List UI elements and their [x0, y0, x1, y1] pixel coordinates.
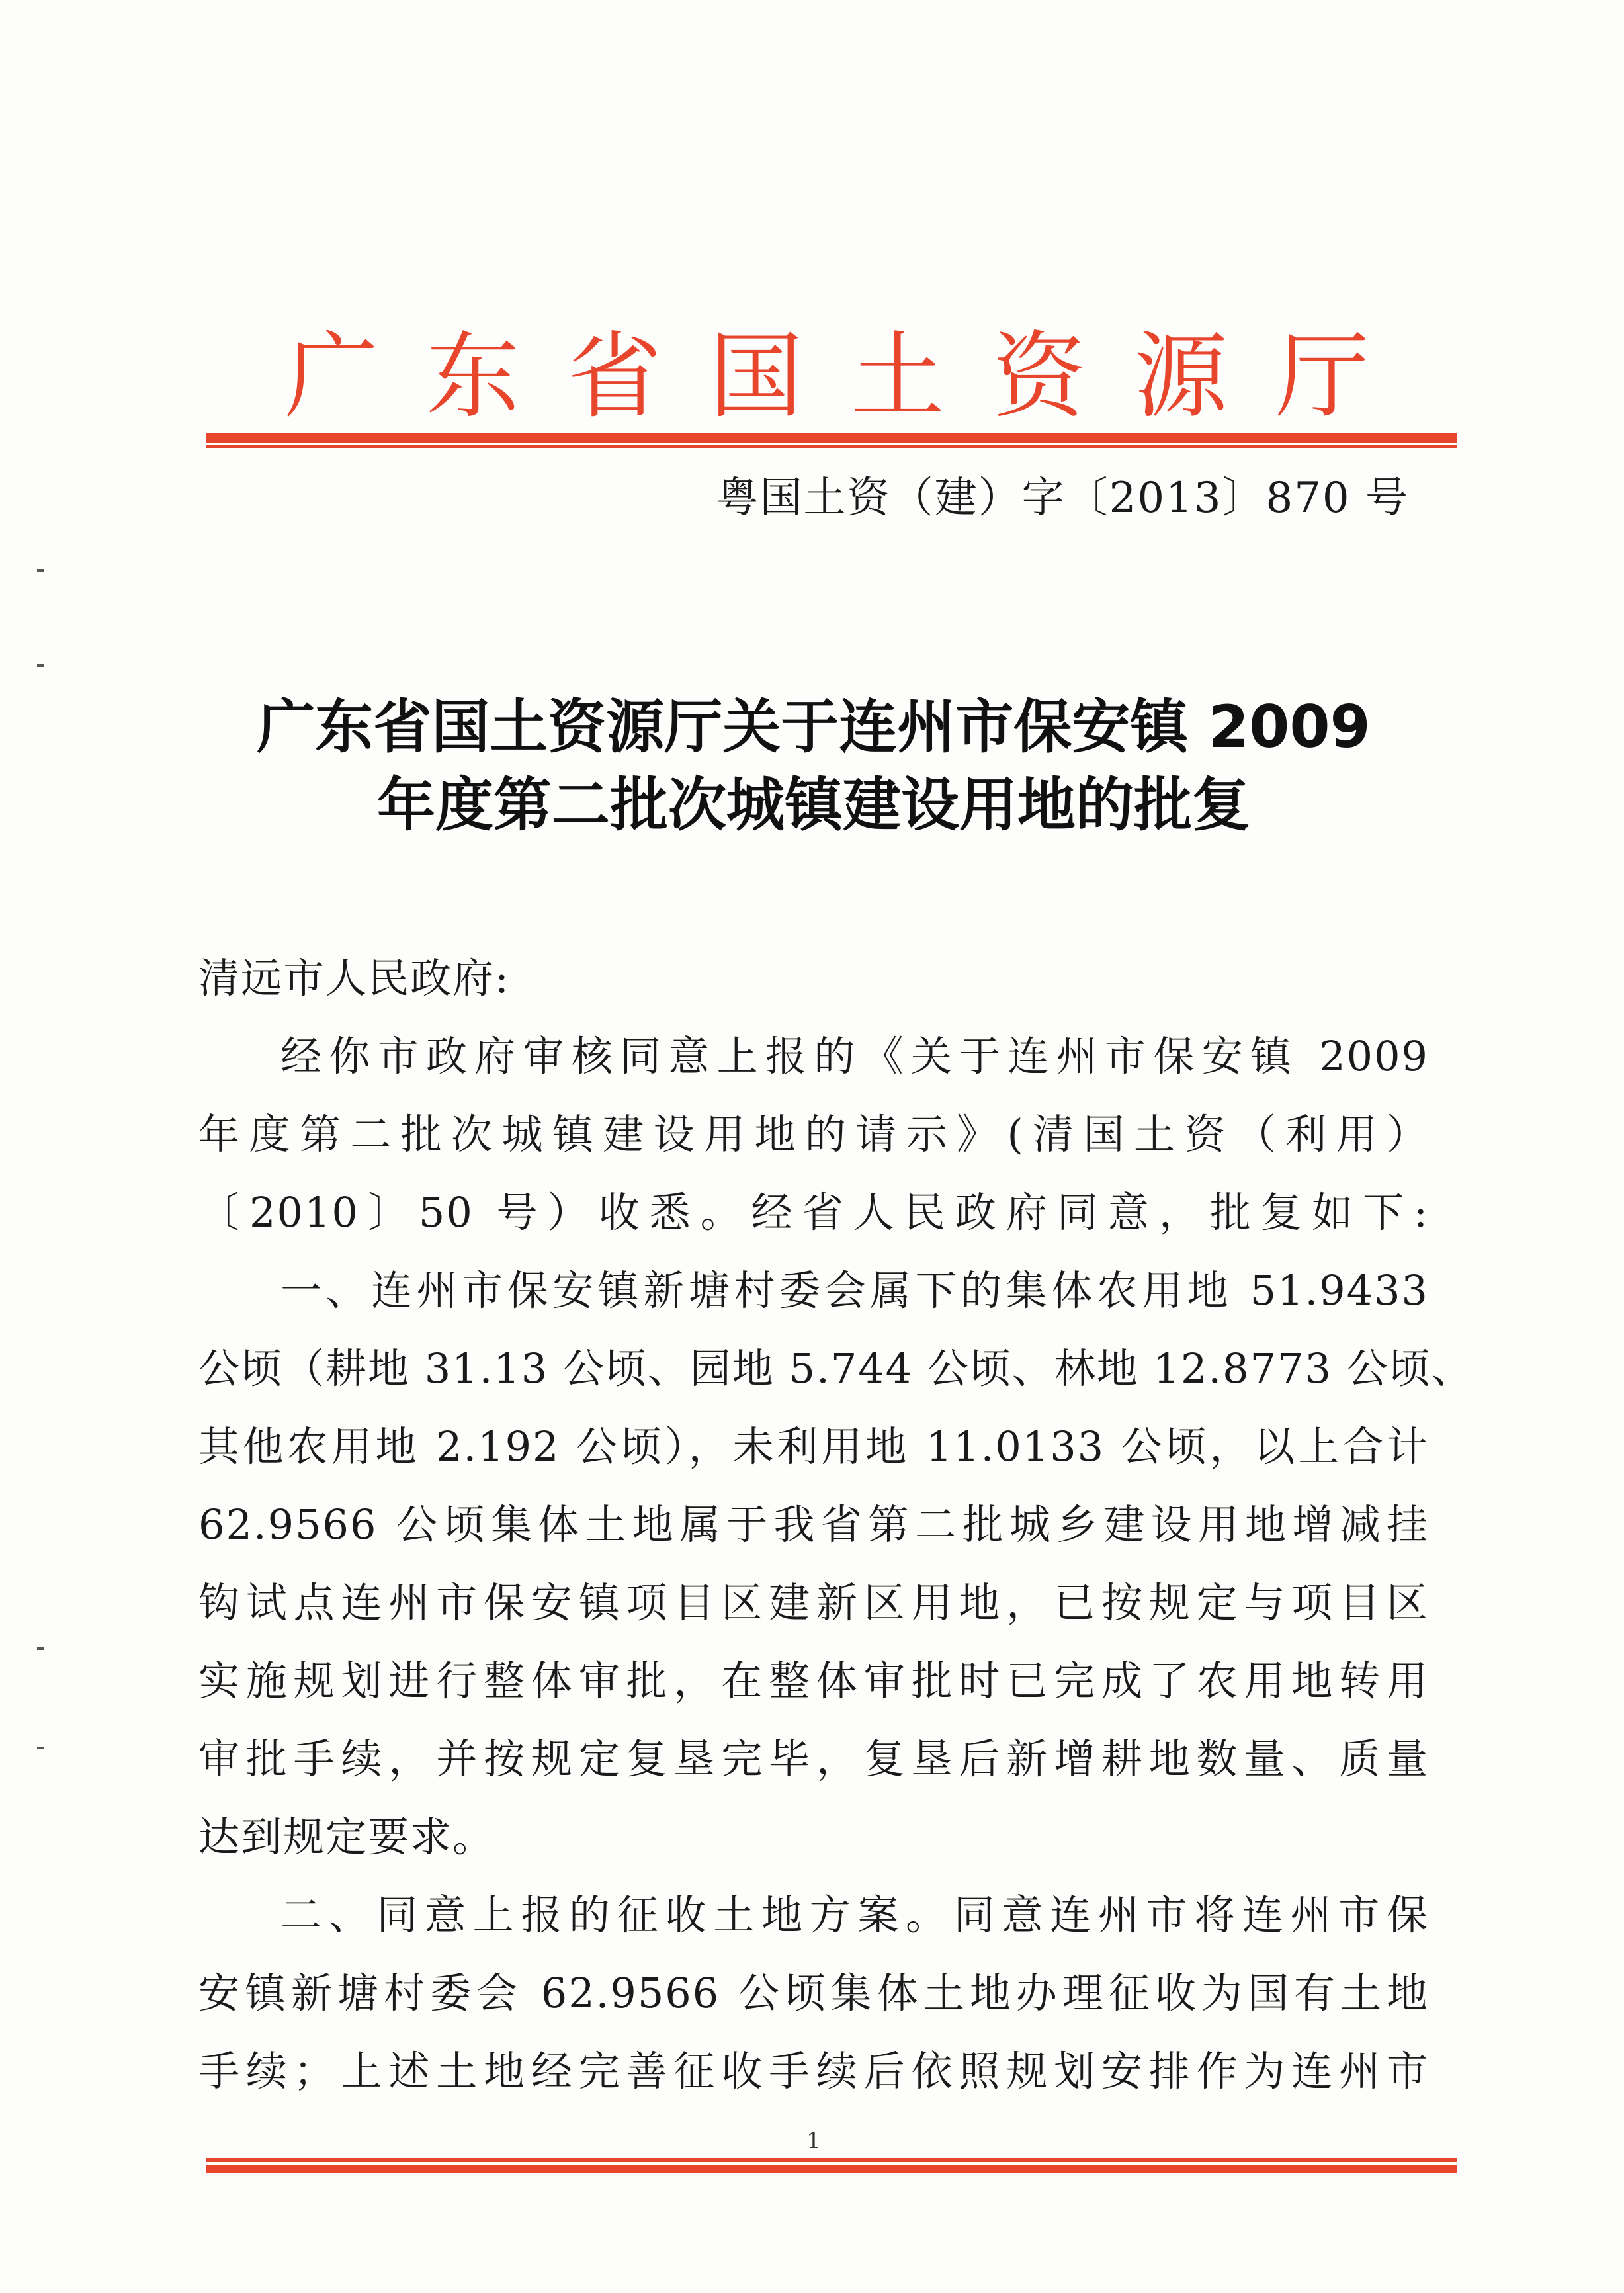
scan-mark [37, 1747, 44, 1749]
scan-mark [37, 569, 44, 572]
body-line: 公顷（耕地 31.13 公顷、园地 5.744 公顷、林地 12.8773 公顷、 [198, 1344, 1474, 1393]
document-number: 粤国土资（建）字〔2013〕870 号 [716, 474, 1409, 523]
agency-char: 源 [1134, 322, 1228, 431]
letterhead-red-rule [206, 433, 1457, 443]
page-number: 1 [806, 2128, 821, 2154]
body-line: 经你市政府审核同意上报的《关于连州市保安镇 2009 [280, 1032, 1429, 1080]
body-line: 二、同意上报的征收土地方案。同意连州市将连州市保 [280, 1891, 1429, 1939]
body-line: 审批手续，并按规定复垦完毕，复垦后新增耕地数量、质量 [198, 1735, 1429, 1783]
footer-red-rule [206, 2158, 1457, 2162]
agency-char: 省 [568, 322, 662, 431]
agency-char: 厅 [1275, 322, 1369, 431]
body-line: 安镇新塘村委会 62.9566 公顷集体土地办理征收为国有土地 [198, 1969, 1429, 2017]
body-line: 一、连州市保安镇新塘村委会属下的集体农用地 51.9433 [280, 1266, 1429, 1315]
title-line: 年度第二批次城镇建设用地的批复 [376, 771, 1250, 839]
scan-mark [37, 1647, 44, 1650]
agency-char: 资 [992, 322, 1086, 431]
body-line: 〔2010〕50 号）收悉。经省人民政府同意，批复如下: [198, 1188, 1429, 1236]
salutation: 清远市人民政府: [198, 954, 510, 1002]
agency-char: 土 [851, 322, 945, 431]
body-line: 钩试点连州市保安镇项目区建新区用地，已按规定与项目区 [198, 1579, 1429, 1627]
agency-char: 国 [709, 322, 803, 431]
agency-letterhead [284, 318, 1369, 437]
agency-char: 东 [426, 322, 520, 431]
body-line: 62.9566 公顷集体土地属于我省第二批城乡建设用地增减挂 [198, 1500, 1429, 1549]
body-line: 年度第二批次城镇建设用地的请示》(清国土资（利用） [198, 1110, 1429, 1158]
body-line: 其他农用地 2.192 公顷），未利用地 11.0133 公顷，以上合计 [198, 1422, 1429, 1471]
document-body [198, 939, 1474, 2110]
body-line: 手续；上述土地经完善征收手续后依照规划安排作为连州市 [198, 2047, 1429, 2095]
body-line: 实施规划进行整体审批，在整体审批时已完成了农用地转用 [198, 1657, 1429, 1705]
title-line: 广东省国土资源厅关于连州市保安镇 2009 [257, 693, 1371, 761]
scan-mark [37, 664, 44, 667]
document-title [198, 688, 1429, 844]
body-line: 达到规定要求。 [198, 1813, 495, 1861]
agency-char: 广 [284, 322, 378, 431]
